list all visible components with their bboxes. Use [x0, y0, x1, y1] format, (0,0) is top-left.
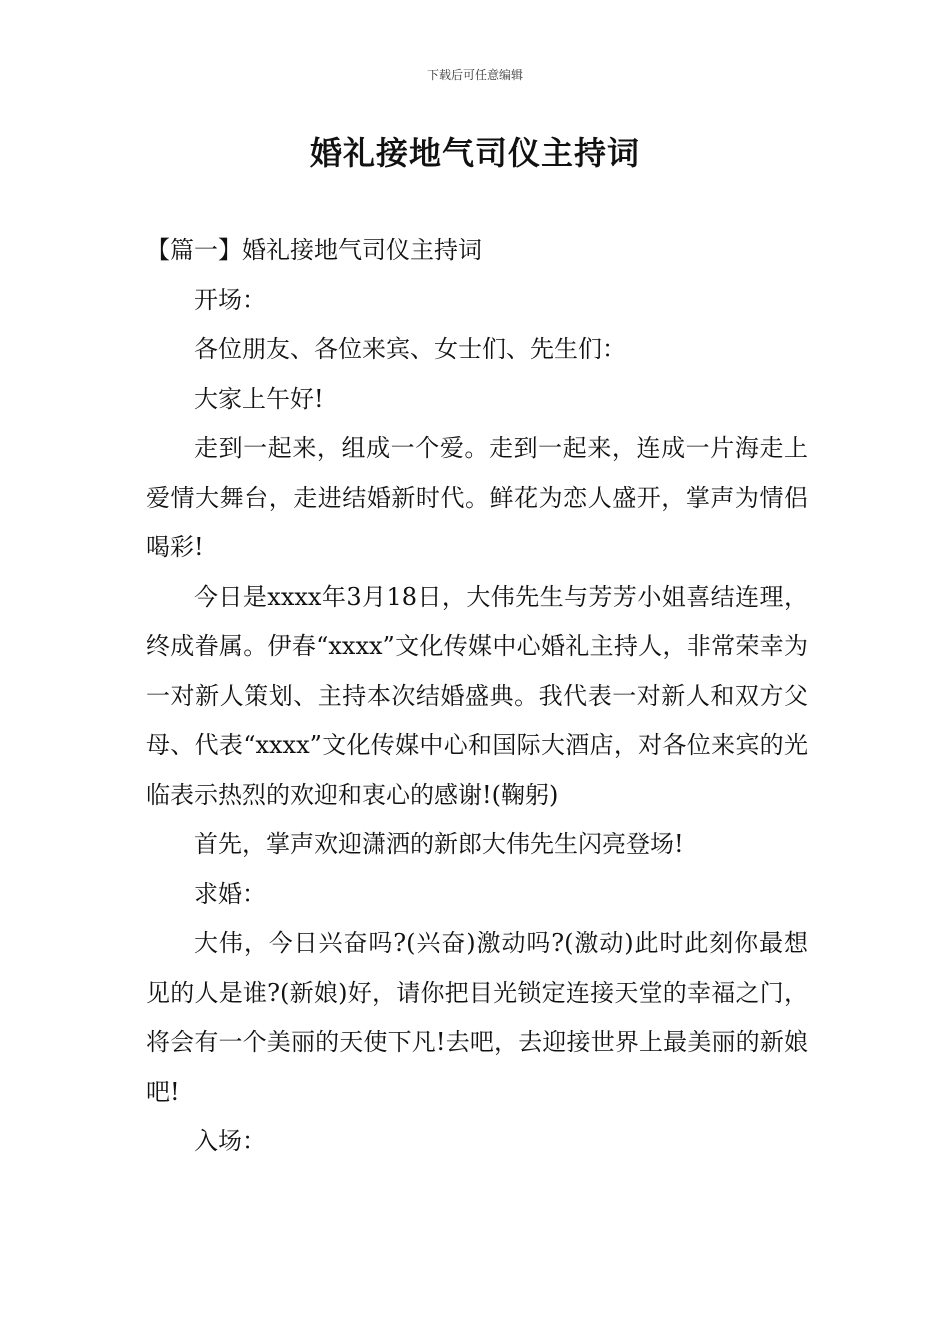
- paragraph-poem: 走到一起来，组成一个爱。走到一起来，连成一片海走上爱情大舞台，走进结婚新时代。鲜花为恋人盛开，掌声为情侣喝彩!: [146, 434, 808, 561]
- paragraph-introduction: 今日是xxxx年3月18日，大伟先生与芳芳小姐喜结连理，终成眷属。伊春“xxxx”文化传媒中心婚礼主持人，非常荣幸为一对新人策划、主持本次结婚盛典。我代表一对新人和双方父母、代表“xxxx”文化传媒中心和国际大酒店，对各位来宾的光临表示热烈的欢迎和衷心的感谢!(鞠躬): [146, 582, 808, 809]
- paragraph-entrance-label: 入场：: [194, 1127, 266, 1155]
- section-heading: 【篇一】婚礼接地气司仪主持词: [146, 236, 482, 264]
- document-body: [146, 226, 808, 1167]
- paragraph-proposal: 大伟，今日兴奋吗?(兴奋)激动吗?(激动)此时此刻你最想见的人是谁?(新娘)好，请你把目光锁定连接天堂的幸福之门，将会有一个美丽的天使下凡!去吧，去迎接世界上最美丽的新娘吧!: [146, 929, 808, 1106]
- document-title: 婚礼接地气司仪主持词: [309, 134, 640, 172]
- page-header-note: 下载后可任意编辑: [426, 68, 523, 82]
- paragraph-proposal-label: 求婚：: [194, 879, 266, 908]
- paragraph-groom-entrance: 首先，掌声欢迎潇洒的新郎大伟先生闪亮登场!: [194, 830, 684, 858]
- paragraph-good-morning: 大家上午好!: [194, 384, 324, 413]
- paragraph-opening-label: 开场：: [194, 285, 266, 314]
- paragraph-greeting: 各位朋友、各位来宾、女士们、先生们：: [194, 335, 626, 363]
